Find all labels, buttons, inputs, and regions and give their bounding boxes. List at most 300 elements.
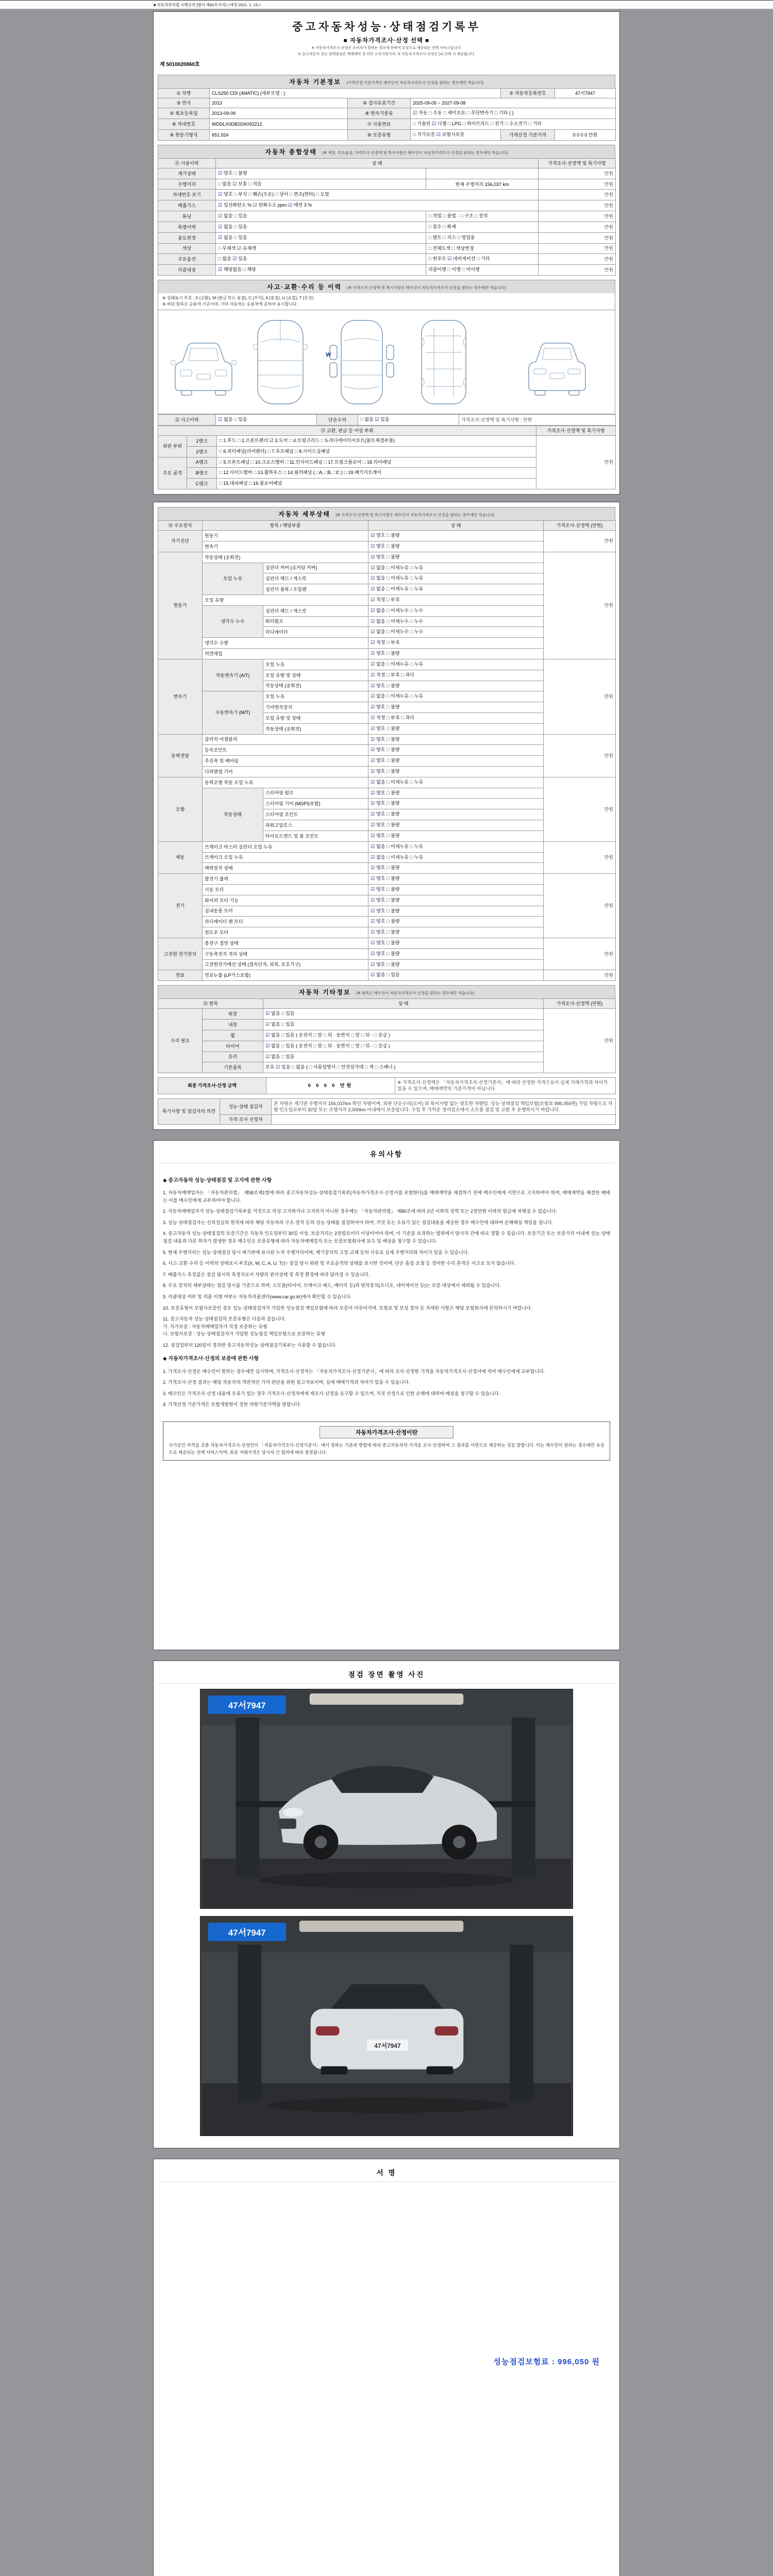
table-cell: 만원 <box>536 435 616 489</box>
table-cell: 만원 <box>539 265 616 276</box>
table-row <box>158 1009 616 1020</box>
section-etc-bar <box>158 985 615 998</box>
inspection-photo-rear <box>200 1916 573 2136</box>
table-cell: 타이어 <box>203 1041 263 1052</box>
car-damage-diagrams <box>158 310 615 414</box>
table-cell: 오일 유량 및 상태 <box>263 713 368 723</box>
table-cell: □ 침수 □ 화재 <box>426 222 539 232</box>
photo-plate-label: 47서7947 <box>228 1700 266 1710</box>
table-cell: 오일 유량 <box>203 595 368 606</box>
price-survey-definition-box <box>163 1421 610 1461</box>
signature-title: 서 명 <box>158 2164 615 2182</box>
table-cell: ☑ 없음 □ 미세누수 □ 누수 <box>368 627 544 638</box>
notices-list <box>158 1168 615 1414</box>
table-row <box>158 1078 616 1094</box>
table-cell: ☑ 일산화탄소 % ☑ 탄화수소 ppm ☑ 매연 3 % <box>216 200 539 211</box>
table-cell: 시동 모터 <box>203 884 368 895</box>
table-cell: 와이퍼 모터 기능 <box>203 895 368 906</box>
remarks-table-wrap <box>158 1098 615 1125</box>
table-cell: 오일 유량 및 상태 <box>263 670 368 681</box>
table-cell: ⑧ 변속기종류 <box>348 108 411 119</box>
table-cell: ☑ 양호 □ 불량 <box>368 884 544 895</box>
table-cell: 0 0 0 0 만원 <box>555 129 616 140</box>
table-cell: ☑ 없음 □ 있음 <box>216 232 426 243</box>
table-cell: 만원 <box>544 841 616 873</box>
table-cell: ① 차명 <box>158 89 210 98</box>
notice-heading: ◆ 자동차가격조사·산정의 보증에 관한 사항 <box>163 1356 259 1362</box>
table-cell: 고전원전기배선 상태 (접속단자, 피복, 보호기구) <box>203 959 368 970</box>
table-cell: ☑ 양호 □ 불량 <box>368 756 544 767</box>
table-cell: ☑ 적정 □ 부족 <box>368 595 544 606</box>
table-row <box>158 426 616 435</box>
table-cell: 추진축 및 베어링 <box>203 756 368 767</box>
table-cell: 고전원 전기장치 <box>158 938 203 970</box>
table-row <box>158 1114 616 1124</box>
table-cell: 외장 <box>203 1009 263 1020</box>
table-cell: 가격조사·산정액 및 특기사항 <box>539 158 616 168</box>
table-cell: ☑ 양호 □ 불량 <box>368 649 544 659</box>
table-cell: ☑ 양호 □ 불량 <box>368 927 544 938</box>
table-cell: ☑ 적정 □ 부족 □ 과다 <box>368 670 544 681</box>
table-cell: 2013-09-09 <box>210 108 348 119</box>
notice-item: 12. 점검일부터 120일이 경과한 중고자동차성능·상태점검기록부는 사용할 수 없습니다. <box>163 1342 337 1348</box>
table-cell: 실린더 커버 (로커암 커버) <box>263 563 368 573</box>
notices-panel <box>153 1140 620 1650</box>
table-cell: ☑ 양호 □ 불량 <box>368 874 544 885</box>
table-row <box>158 265 616 276</box>
table-cell: ☑ 없음 □ 미세누유 □ 누유 <box>368 563 544 573</box>
table-cell: ⑩ 보증유형 <box>348 129 411 140</box>
table-cell: ☑ 없음 □ 미세누유 □ 누유 <box>368 573 544 584</box>
table-cell: 만원 <box>544 874 616 938</box>
notice-item: 7. 배출가스 측정값은 점검 당시의 측정치로서 차량의 관리상태 및 측정 환경에 따라 달라질 수 있습니다. <box>163 1272 370 1277</box>
table-cell: 만원 <box>544 1009 616 1073</box>
table-cell: ☑ 양호 □ 불량 <box>368 541 544 552</box>
table-cell: 상 태 <box>263 999 544 1009</box>
table-cell: 2013 <box>210 98 348 108</box>
table-cell: 실린더 헤드 / 개스킷 <box>263 573 368 584</box>
table-cell: 항목 / 해당부품 <box>203 521 368 531</box>
table-cell: □ 없음 ☑ 있음 <box>358 414 459 425</box>
table-cell: □ 썬루프 ☑ 네비게이션 □ 기타 <box>426 254 539 265</box>
table-cell: 스티어링 기어 (MDPS포함) <box>263 799 368 809</box>
document-number: 제 5010020860호 <box>160 62 200 67</box>
table-cell: 가격·조사 산정자 <box>220 1114 272 1124</box>
legend-line-1: ※ 상태표시 부호 : X (교환), W (판금 또는 용접), C (부식), A (흠집), U (요철), T (손상) <box>162 295 314 300</box>
table-cell: ☑ 없음 □ 미세누유 □ 누유 <box>368 691 544 702</box>
table-cell: ⑥ 차대번호 <box>158 119 210 130</box>
section-title: 자동차 종합상태 <box>265 148 317 156</box>
table-cell: 동력조향 작동 오일 누유 <box>203 777 368 788</box>
price-survey-option-title: ■ 자동차가격조사·산정 선택 ■ <box>343 38 430 44</box>
table-cell: 특별이력 <box>158 222 216 232</box>
table-cell: 만원 <box>539 254 616 265</box>
table-cell: ☑ 양호 □ 불량 <box>368 863 544 874</box>
table-cell: ☑ 양호 □ 불량 <box>368 702 544 713</box>
table-cell: 작동상태 <box>203 788 263 841</box>
table-cell: 만원 <box>544 659 616 734</box>
table-cell: 2025-09-09 ~ 2027-09-08 <box>411 98 616 108</box>
form-table <box>158 1098 616 1125</box>
table-row <box>158 841 616 852</box>
table-cell: ☑ 양호 □ 불량 <box>368 895 544 906</box>
notice-item: 4. 중고자동차 성능·상태점검의 보증기간은 자동차 인도일부터 30일 이상, 보증거리는 2천킬로미터 이상이어야 하며, 이 기준을 초과하는 범위에서 당사자 간에 따로 정할 수 있습니다. 보증기간 또는 보증거리 이내에 성능·상태점검 내용과 다른 하자가 발생한 경우 매수인은 보증유형에 따라 자동차매매업자 또는 보증보험회사에 보수 및 배상을 청구할 수 있습니다. <box>163 1231 610 1244</box>
table-cell: 만원 <box>539 243 616 254</box>
table-cell: 스티어링 펌프 <box>263 788 368 799</box>
table-cell: 자동변속기 (A/T) <box>203 659 263 691</box>
panel-damage-table-wrap <box>158 426 615 489</box>
legend-line-2: ※ 하단 항목은 승용차 기준이며, 기타 자동차는 승용차에 준하여 표시합니다. <box>162 301 298 307</box>
table-cell: □ 적법 □ 불법 · □ 구조 □ 장치 <box>426 211 539 222</box>
table-cell: ☑ 양호 □ 불량 <box>368 681 544 691</box>
table-cell: 동력전달 <box>158 734 203 777</box>
table-cell: ☑ 양호 □ 불량 <box>368 799 544 809</box>
table-cell: ☑ 양호 □ 불량 <box>368 831 544 841</box>
table-cell: 커먼레일 <box>203 649 368 659</box>
table-cell: ☑ 없음 □ 미세누수 □ 누수 <box>368 616 544 627</box>
table-cell: 배출가스 <box>158 200 216 211</box>
detail-status-table-wrap <box>158 520 615 981</box>
table-row <box>158 435 616 446</box>
table-row <box>158 211 616 222</box>
table-cell: 주행거리 <box>158 179 216 190</box>
section-title: 자동차 기본정보 <box>289 78 341 86</box>
table-cell: 최종 가격조사·산정 금액 <box>158 1078 266 1094</box>
table-cell: 변속기 <box>203 541 368 552</box>
table-cell: 실내송풍 모터 <box>203 906 368 917</box>
table-cell: 본 차량은 계기판 주행거리 156,037km 확인 차량이며, 외판 단순수리(도어) 외 특이사항 없는 양호한 차량임. 성능·상태점검 책임보험(보험료 996,050원) 가입 차량으로 차량 인도일로부터 30일 또는 주행거리 2,000km 이내에서 보증됩니다. 구입 후 가까운 정비업소에서 소모품 점검 및 교환 후 운행하시기 바랍니다. <box>272 1098 616 1114</box>
table-cell: □ 렌트 □ 리스 □ 영업용 <box>426 232 539 243</box>
table-cell: ☑ 적정 □ 부족 □ 과다 <box>368 713 544 723</box>
form-table <box>158 998 616 1073</box>
table-cell: ☑ 없음 □ 있음 <box>263 1052 544 1062</box>
table-row <box>158 1098 616 1114</box>
table-cell: 실린더 헤드 / 개스킷 <box>263 605 368 616</box>
table-cell: 내장 <box>203 1020 263 1030</box>
section-accident-bar <box>158 280 615 293</box>
table-cell: ☑ 양호 □ 불량 <box>368 948 544 959</box>
table-cell: ☑ 없음 □ 있음 ( 운전석 □ 앞 □ 뒤 · 동반석 □ 앞 □ 뒤 · □ 응급 ) <box>263 1030 544 1041</box>
table-row <box>158 98 616 108</box>
table-cell: ☑ 양호 □ 불량 <box>216 168 426 179</box>
table-cell: 만원 <box>539 232 616 243</box>
table-cell: 변속기 <box>158 659 203 734</box>
table-cell: ☑ 해당없음 □ 해당 <box>216 265 426 276</box>
table-cell: 0 0 0 0 만원 <box>266 1078 395 1094</box>
table-cell: □ 자가보증 ☑ 보험사보증 <box>411 129 501 140</box>
table-cell: 원동기 <box>203 531 368 541</box>
table-cell: ☑ 양호 □ 불량 <box>368 906 544 917</box>
table-cell: 브레이크 오일 누유 <box>203 852 368 863</box>
table-cell: □ 1.후드 □ 2.프론트펜더 ☑ 3.도어 □ 4.트렁크리드 □ 5.라디에이터서포트(볼트체결부품) <box>217 435 536 446</box>
table-cell: 가격조사·산정액 및 특기사항 <box>536 426 616 435</box>
form-table <box>158 88 616 141</box>
section-detail-bar <box>158 507 615 520</box>
definition-body: 국가공인 자격을 갖춘 자동차가격조사·산정인이 「자동차가격조사·산정기준서」에서 정하는 기준과 방법에 따라 중고자동차의 가격을 조사·산정하여 그 결과를 서면으로 제공하는 것을 말합니다. 이는 매수인이 원하는 경우에만 유상으로 제공되는 선택 서비스이며, 최종 거래가격은 당사자 간 합의에 따라 결정됩니다. <box>169 1442 604 1455</box>
table-cell: 만원 <box>539 200 616 211</box>
table-cell: ② 자동차등록번호 <box>501 89 555 98</box>
table-row <box>158 129 616 140</box>
header-note-2: ① 중고자동차 성능·상태점검은 매매계약 전 의무 고지사항이며, ② 자동차가격조사·산정은 [∨] 선택 시 제공됩니다. <box>297 53 476 56</box>
table-cell: ⑦ 사용연료 <box>348 119 411 130</box>
table-cell: 등속조인트 <box>203 745 368 756</box>
notice-item: 2. 자동차매매업자가 성능·상태점검기록부를 거짓으로 작성·고지하거나 고지하지 아니한 경우에는 「자동차관리법」 제80조에 따라 2년 이하의 징역 또는 2천만원 이하의 벌금에 처해질 수 있습니다. <box>163 1209 557 1214</box>
table-row <box>158 232 616 243</box>
table-cell: ☑ 양호 □ 불량 <box>368 959 544 970</box>
table-cell: 냉각수 수량 <box>203 638 368 649</box>
table-cell: □ 9.프론트패널 □ 10.크로스멤버 □ 11.인사이드패널 □ 17.트렁크플로어 □ 18.리어패널 <box>217 457 536 468</box>
table-cell: 윈도우 모터 <box>203 927 368 938</box>
table-cell: ☑ 양호 □ 불량 <box>368 723 544 734</box>
table-cell: 전기 <box>158 874 203 938</box>
signature-panel <box>153 2159 620 2576</box>
section-title: 사고·교환·수리 등 이력 <box>267 283 342 291</box>
table-row <box>158 158 616 168</box>
table-cell: 만원 <box>544 970 616 981</box>
table-cell: 자기진단 <box>158 531 203 552</box>
table-row <box>158 119 616 130</box>
table-cell: 만원 <box>539 222 616 232</box>
table-cell: 주요 골격 <box>158 457 187 489</box>
table-cell: □ 무채색 ☑ 유채색 <box>216 243 426 254</box>
section-note: (※ 가격조사·산정액 및 특기사항은 매수인이 자동차가격조사·산정을 원하는 경우에만 적습니다) <box>347 285 506 290</box>
table-cell: B랭크 <box>187 468 217 479</box>
table-cell: ☑ 양호 □ 불량 <box>368 788 544 799</box>
table-cell: 만원 <box>544 531 616 552</box>
table-cell: 리콜대상 <box>158 265 216 276</box>
notices-title: 유의사항 <box>158 1145 615 1163</box>
table-cell: 작동상태 (공회전) <box>203 552 368 563</box>
form-table <box>158 414 616 426</box>
table-cell: 기본품목 <box>203 1062 263 1073</box>
section-note: (※ 색상, 주요옵션, 가격조사·산정액 및 특기사항은 매수인이 자동차가격조사·산정을 원하는 경우에만 적습니다) <box>322 150 508 155</box>
table-cell: ☑ 자동 □ 수동 □ 세미오토 □ 무단변속기 □ 기타 ( ) <box>411 108 616 119</box>
table-cell: 현재 주행거리 156,037 km <box>426 179 539 190</box>
form-reference-note: ■ 자동차관리법 시행규칙 [별지 제82호서식] <개정 2021. 1. 19.> <box>0 0 773 9</box>
document-header <box>158 16 615 71</box>
section-title: 자동차 세부상태 <box>278 511 330 518</box>
notice-item: 4. 가격산정 기준가격은 보험개발원이 정한 차량기준가액을 말합니다. <box>163 1402 301 1408</box>
main-form-panel <box>153 11 620 495</box>
table-cell: ※ 가격조사·산정액은 「자동차가격조사·산정기준서」에 따라 산정한 가격으로서 실제 거래가격과 차이가 있을 수 있으며, 매매계약의 기준가격이 아닙니다. <box>395 1078 616 1094</box>
table-cell: ☑ 양호 □ 불량 <box>368 552 544 563</box>
table-cell: ⑪ 사용이력 <box>158 158 216 168</box>
table-row <box>158 999 616 1009</box>
form-table <box>158 158 616 276</box>
notice-item: 2. 가격조사·산정 결과는 해당 자동차의 객관적인 가치 판단을 위한 참고자료이며, 실제 매매가격과 차이가 있을 수 있습니다. <box>163 1380 410 1385</box>
table-cell: ☑ 없음 □ 미세누유 □ 누유 <box>368 841 544 852</box>
damage-code-legend <box>158 293 615 310</box>
table-cell: 만원 <box>544 552 616 659</box>
car-top-exploded-diagram <box>326 320 394 404</box>
table-cell: □ 12.사이드멤버 □ 13.휠하우스 □ 14.필러패널 ( □A, □B, □C ) □ 19.패키지트레이 <box>217 468 536 479</box>
table-cell: ☑ 양호 □ 불량 <box>368 820 544 831</box>
table-row <box>158 243 616 254</box>
table-cell: 냉각수 누수 <box>203 605 263 637</box>
section-basic-info-bar <box>158 75 615 88</box>
table-cell: ☑ 양호 □ 불량 <box>368 531 544 541</box>
table-cell: C랭크 <box>187 479 217 489</box>
table-cell: 특기사항 및 점검자의 의견 <box>158 1098 220 1124</box>
table-cell: ☑ 없음 □ 있음 <box>263 1020 544 1030</box>
table-cell: 제동 <box>158 841 203 873</box>
table-cell: 작동상태 (공회전) <box>263 723 368 734</box>
table-cell: 상 태 <box>216 158 539 168</box>
table-cell: ☑ 없음 □ 있음 <box>263 1009 544 1020</box>
table-cell: A랭크 <box>187 457 217 468</box>
table-cell: ☑ 양호 □ 불량 <box>368 938 544 949</box>
table-cell: 라디에이터 <box>263 627 368 638</box>
table-row <box>158 222 616 232</box>
table-row <box>158 938 616 949</box>
table-row <box>158 168 616 179</box>
table-row <box>158 254 616 265</box>
table-cell: 워터펌프 <box>263 616 368 627</box>
car-rear-diagram <box>529 343 585 395</box>
section-overall-bar <box>158 145 615 158</box>
notice-item: 3. 성능·상태점검자는 신의성실의 원칙에 따라 해당 자동차의 구조·장치 등의 성능·상태를 점검하여야 하며, 거짓 또는 오류가 있는 점검내용을 제공한 경우 매수인에 대하여 손해배상 책임을 집니다. <box>163 1219 553 1225</box>
table-cell: 단순수리 <box>317 414 358 425</box>
table-cell: 만원 <box>544 938 616 970</box>
section-note: (※ 항목은 매수인이 자동차가격조사·산정을 원하는 경우에만 적습니다) <box>356 991 475 996</box>
photos-panel <box>153 1660 620 2148</box>
table-cell: □ 없음 ☑ 있음 <box>216 254 426 265</box>
table-cell: ☑ 양호 □ 부식 □ 훼손(오손) □ 상이 □ 변조(변타) □ 도말 <box>216 190 539 200</box>
table-cell: 2랭크 <box>187 446 217 457</box>
table-cell: ⑨ 원동기형식 <box>158 129 210 140</box>
table-cell: 주요옵션 <box>158 254 216 265</box>
table-cell: ⑭ 주요장치 <box>158 521 203 531</box>
form-table <box>158 426 616 489</box>
table-cell: ⑬ 교환, 판금 등 이상 부위 <box>158 426 536 435</box>
table-cell: 가격조사·산정액 및 특기사항 : 만원 <box>459 414 616 425</box>
notice-item: 5. 현재 주행거리는 성능·상태점검 당시 계기판에 표시된 누적 주행거리이며, 계기장치의 고장·교체 등의 사유로 실제 주행거리와 차이가 있을 수 있습니다. <box>163 1249 469 1255</box>
table-cell: 만원 <box>544 734 616 777</box>
form-table <box>158 520 616 981</box>
table-cell: 실린더 블록 / 오일팬 <box>263 584 368 595</box>
table-cell: ☑ 없음 □ 있음 <box>216 222 426 232</box>
table-cell: 651.924 <box>210 129 348 140</box>
table-cell: 연료누출 (LP가스포함) <box>203 970 368 981</box>
table-cell: 배력장치 상태 <box>203 863 368 874</box>
table-cell: 구동축전지 격리 상태 <box>203 948 368 959</box>
table-cell: □ 많음 ☑ 보통 □ 적음 <box>216 179 426 190</box>
photos-title: 점검 장면 촬영 사진 <box>158 1666 615 1684</box>
detail-form-panel <box>153 502 620 1130</box>
table-row <box>158 970 616 981</box>
table-cell: ☑ 없음 □ 있음 <box>216 211 426 222</box>
table-cell: CLS250 CDI (4MATIC) (세부모델 : ) <box>210 89 501 98</box>
table-cell: 계기상태 <box>158 168 216 179</box>
notice-item: 11. 중고자동차 성능·상태점검의 보증유형은 다음과 같습니다. 가. 자가보증 : 자동차매매업자가 직접 보증하는 유형 나. 보험사보증 : 성능·상태점검자가 가입한 성능점검 책임보험으로 보증하는 유형 <box>163 1316 325 1337</box>
table-cell: ☑ 없음 □ 있음 ( 운전석 □ 앞 □ 뒤 · 동반석 □ 앞 □ 뒤 · □ 응급 ) <box>263 1041 544 1052</box>
table-cell: WDDLX0DB2DA092212 <box>210 119 348 130</box>
table-cell: ☑ 양호 □ 불량 <box>368 917 544 927</box>
car-diagram-svg <box>160 313 613 410</box>
car-front-diagram <box>171 343 236 395</box>
notice-item: 3. 매수인은 가격조사·산정 내용에 오류가 있는 경우 가격조사·산정자에게 재조사·산정을 요구할 수 있으며, 거짓 산정으로 인한 손해에 대하여 배상을 청구할 수 있습니다. <box>163 1391 500 1396</box>
car-top-diagram <box>254 320 307 404</box>
table-cell: 가격산정 기준가격 <box>501 129 555 140</box>
table-cell: 만원 <box>539 190 616 200</box>
table-cell: ☑ 양호 □ 불량 <box>368 745 544 756</box>
table-cell: ☑ 없음 □ 미세누유 □ 누유 <box>368 584 544 595</box>
table-cell: 성능·상태 점검자 <box>220 1098 272 1114</box>
table-row <box>158 414 616 425</box>
table-row <box>158 531 616 541</box>
table-cell: 만원 <box>539 179 616 190</box>
table-cell: ☑ 없음 □ 미세누유 □ 누유 <box>368 659 544 670</box>
table-cell: 발전기 출력 <box>203 874 368 885</box>
table-cell: 스티어링 조인트 <box>263 809 368 820</box>
table-cell: 색상 <box>158 243 216 254</box>
table-cell: ☑ 없음 □ 미세누유 □ 누유 <box>368 777 544 788</box>
table-cell: 브레이크 마스터 실린더 오일 누유 <box>203 841 368 852</box>
table-cell: □ 가솔린 ☑ 디젤 □ LPG □ 하이브리드 □ 전기 □ 수소전기 □ 기타 <box>411 119 616 130</box>
table-cell: ☑ 없음 □ 미세누수 □ 누수 <box>368 605 544 616</box>
table-cell: 타이로드엔드 및 볼 조인트 <box>263 831 368 841</box>
table-cell: 기어변속장치 <box>263 702 368 713</box>
table-cell: 조향 <box>158 777 203 841</box>
table-cell: 작동상태 (공회전) <box>263 681 368 691</box>
basic-info-table-wrap <box>158 88 615 141</box>
form-table <box>158 1077 616 1094</box>
inspection-insurance-fee: 성능점검보험료 : 996,050 원 <box>493 2357 600 2366</box>
table-cell: ☑ 적정 □ 부족 <box>368 638 544 649</box>
table-cell: 휠 <box>203 1030 263 1041</box>
table-cell: 클러치 어셈블리 <box>203 734 368 745</box>
table-cell: 보유 ☑ 있음 □ 없음 ( □ 사용설명서 □ 안전삼각대 □ 잭 □ 스패너 ) <box>263 1062 544 1073</box>
definition-title: 자동차가격조사·산정이란 <box>320 1426 453 1438</box>
table-cell: 오일 누유 <box>203 563 263 595</box>
table-cell: 만원 <box>539 168 616 179</box>
notice-heading: ◆ 중고자동차 성능·상태점검 및 고지에 관한 사항 <box>163 1177 272 1183</box>
table-cell: ☑ 없음 □ 미세누유 □ 누유 <box>368 852 544 863</box>
final-price-table-wrap <box>158 1077 615 1094</box>
table-cell: 만원 <box>539 211 616 222</box>
table-cell: ☑ 없음 □ 있음 <box>216 414 317 425</box>
table-cell: 유리 <box>203 1052 263 1062</box>
table-row <box>158 190 616 200</box>
table-cell: □ 15.대쉬패널 □ 16.플로어패널 <box>217 479 536 489</box>
door-repair-mark: W <box>326 351 331 358</box>
table-row <box>158 552 616 563</box>
table-cell: 오일 누유 <box>263 659 368 670</box>
car-underside-diagram <box>422 320 466 404</box>
photo-plate-label: 47서7947 <box>228 1927 266 1938</box>
rear-plate-text: 47서7947 <box>374 2042 401 2049</box>
table-row <box>158 108 616 119</box>
table-cell: 오일 누유 <box>263 691 368 702</box>
table-cell: 가격조사·산정액 (만원) <box>544 521 616 531</box>
table-row <box>158 777 616 788</box>
header-note-1: ※ 자동차가격조사·산정은 소비자가 원하는 경우에 한하여 유상으로 제공되는 선택 서비스입니다. <box>311 46 462 50</box>
table-cell: □ 전체도색 □ 색상변경 <box>426 243 539 254</box>
notice-item: 6. 사고·교환·수리 등 이력의 상태표시 부호(X, W, C, A, U, T)는 점검 당시 외판 및 주요골격의 상태를 표시한 것이며, 단순 흠집·요철 등 경미한 수리 흔적은 사고로 보지 않습니다. <box>163 1261 516 1266</box>
table-cell: 라디에이터 팬 모터 <box>203 917 368 927</box>
table-row <box>158 734 616 745</box>
table-row <box>158 179 616 190</box>
table-cell: 리콜이행 □ 이행 □ 미이행 <box>426 265 539 276</box>
table-cell: ④ 검사유효기간 <box>348 98 411 108</box>
table-cell: ⑫ 사고이력 <box>158 414 216 425</box>
table-cell: ☑ 없음 □ 있음 <box>368 970 544 981</box>
table-cell: ☑ 양호 □ 불량 <box>368 809 544 820</box>
document-title: 중고자동차성능·상태점검기록부 <box>292 21 481 33</box>
inspection-photo-front <box>200 1689 573 1909</box>
section-note: (가격산정 기준가격은 매수인이 자동차가격조사·산정을 원하는 경우에만 적습니다) <box>346 80 484 85</box>
table-cell: 가격조사·산정액 (만원) <box>544 999 616 1009</box>
